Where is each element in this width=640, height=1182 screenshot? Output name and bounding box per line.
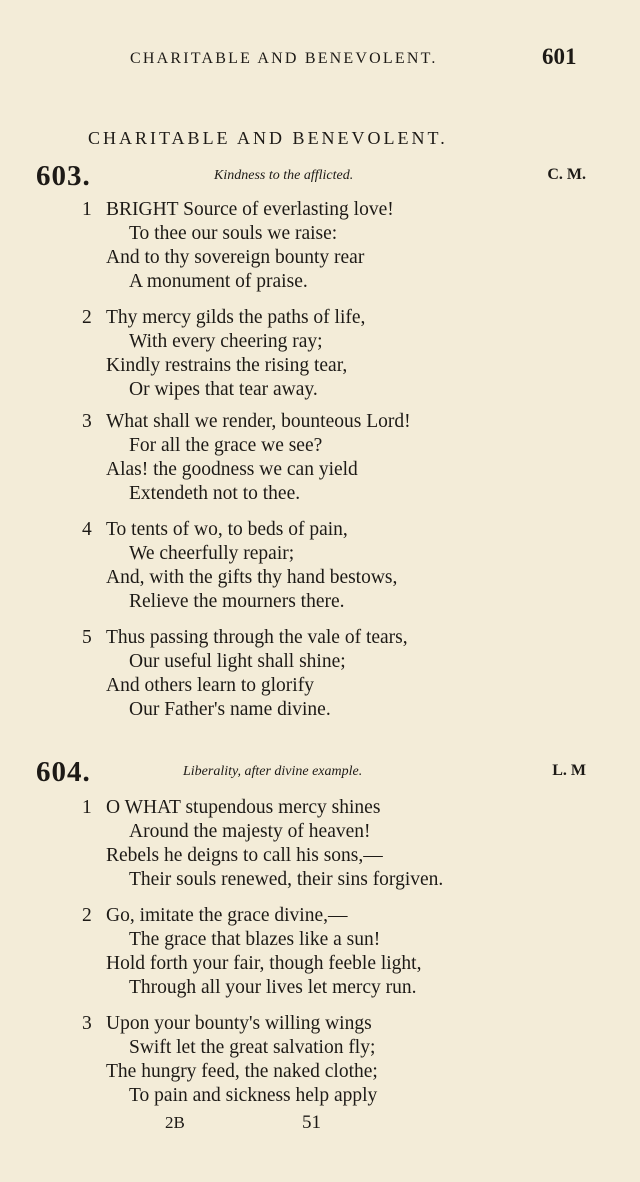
verse-line: Go, imitate the grace divine,—: [106, 905, 348, 926]
stanza-number: 1: [82, 199, 92, 220]
verse-line: To thee our souls we raise:: [129, 223, 338, 244]
verse-line: Hold forth your fair, though feeble light,: [106, 953, 422, 974]
stanza-number: 1: [82, 797, 92, 818]
stanza: [82, 904, 582, 1000]
hymn-number: 603.: [36, 160, 91, 192]
running-head: CHARITABLE AND BENEVOLENT.: [130, 50, 438, 67]
page-number: 601: [542, 44, 577, 69]
stanza-number: 3: [82, 411, 92, 432]
verse-line: Alas! the goodness we can yield: [106, 459, 358, 480]
verse-line: Their souls renewed, their sins forgiven.: [129, 869, 444, 890]
stanza: [82, 198, 582, 294]
hymn-heading-603: [36, 160, 586, 190]
verse-line: Rebels he deigns to call his sons,—: [106, 845, 383, 866]
stanza-number: 2: [82, 905, 92, 926]
stanza-number: 5: [82, 627, 92, 648]
verse-line: The hungry feed, the naked clothe;: [106, 1061, 378, 1082]
hymn-subtitle: Kindness to the afflicted.: [214, 168, 354, 183]
verse-line: And, with the gifts thy hand bestows,: [106, 567, 398, 588]
stanza: [82, 1012, 582, 1108]
verse-line: Or wipes that tear away.: [129, 379, 318, 400]
hymn-meter: L. M: [552, 762, 586, 779]
verse-line: Around the majesty of heaven!: [129, 821, 371, 842]
stanza-number: 2: [82, 307, 92, 328]
hymn-subtitle: Liberality, after divine example.: [183, 764, 363, 779]
verse-line: To tents of wo, to beds of pain,: [106, 519, 348, 540]
verse-line: And to thy sovereign bounty rear: [106, 247, 365, 268]
stanza: [82, 518, 582, 614]
verse-line: Kindly restrains the rising tear,: [106, 355, 348, 376]
verse-line: Swift let the great salvation fly;: [129, 1037, 376, 1058]
verse-line: Relieve the mourners there.: [129, 591, 345, 612]
verse-line: O WHAT stupendous mercy shines: [106, 797, 381, 818]
verse-line: Our useful light shall shine;: [129, 651, 346, 672]
stanza-number: 3: [82, 1013, 92, 1034]
verse-line: With every cheering ray;: [129, 331, 323, 352]
stanza-number: 4: [82, 519, 92, 540]
verse-line: Our Father's name divine.: [129, 699, 331, 720]
verse-line: Upon your bounty's willing wings: [106, 1013, 372, 1034]
verse-line: What shall we render, bounteous Lord!: [106, 411, 411, 432]
footer-number: 51: [302, 1112, 321, 1133]
verse-line: We cheerfully repair;: [129, 543, 295, 564]
verse-line: A monument of praise.: [129, 271, 308, 292]
signature-mark: 2B: [165, 1113, 185, 1132]
hymn-heading-604: [36, 756, 586, 786]
stanza: [82, 410, 582, 506]
verse-line: Through all your lives let mercy run.: [129, 977, 417, 998]
verse-line: Extendeth not to thee.: [129, 483, 301, 504]
verse-line: For all the grace we see?: [129, 435, 323, 456]
hymn-number: 604.: [36, 756, 91, 788]
verse-line: BRIGHT Source of everlasting love!: [106, 199, 394, 220]
hymn-meter: C. M.: [547, 166, 586, 183]
verse-line: And others learn to glorify: [106, 675, 314, 696]
stanza: [82, 306, 582, 402]
verse-line: To pain and sickness help apply: [129, 1085, 378, 1106]
stanza: [82, 796, 582, 892]
verse-line: Thy mercy gilds the paths of life,: [106, 307, 366, 328]
verse-line: The grace that blazes like a sun!: [129, 929, 381, 950]
section-title: CHARITABLE AND BENEVOLENT.: [88, 128, 448, 148]
verse-line: Thus passing through the vale of tears,: [106, 627, 408, 648]
stanza: [82, 626, 582, 722]
